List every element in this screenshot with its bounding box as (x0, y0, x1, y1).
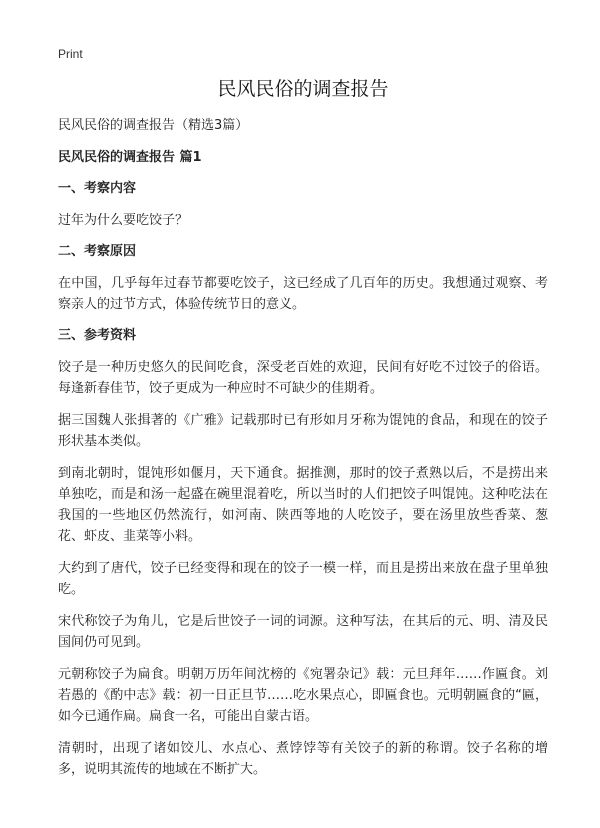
page-title: 民风民俗的调查报告 (217, 78, 389, 100)
paragraph: 清朝时，出现了诸如饺儿、水点心、煮饽饽等有关饺子的新的称谓。饺子名称的增多，说明其流传的地域在不断扩大。 (58, 741, 548, 777)
paragraph: 宋代称饺子为角儿，它是后世饺子一词的词源。这种写法，在其后的元、明、清及民国间仍可见到。 (58, 614, 548, 650)
section-heading-content: 一、考察内容 (58, 181, 137, 196)
paragraph: 大约到了唐代，饺子已经变得和现在的饺子一模一样，而且是捞出来放在盘子里单独吃。 (58, 561, 548, 597)
document-subtitle: 民风民俗的调查报告（精选3篇） (58, 118, 249, 133)
section-heading-reason: 二、考察原因 (58, 244, 137, 259)
paragraph: 过年为什么要吃饺子？ (58, 213, 189, 228)
article-title: 民风民俗的调查报告 篇1 (58, 150, 202, 165)
paragraph: 据三国魏人张揖著的《广雅》记载那时已有形如月牙称为馄饨的食品，和现在的饺子形状基本类似。 (58, 413, 548, 449)
paragraph: 元朝称饺子为扁食。明朝万历年间沈榜的《宛署杂记》载：元旦拜年……作匾食。刘若愚的《酌中志》载：初一日正旦节……吃水果点心，即匾食也。元明朝匾食的“匾，如今已通作扁。扁食一名，可能出自蒙古语。 (58, 667, 548, 724)
print-label: Print (58, 47, 83, 61)
section-heading-references: 三、参考资料 (58, 328, 137, 343)
paragraph: 饺子是一种历史悠久的民间吃食，深受老百姓的欢迎，民间有好吃不过饺子的俗语。每逢新春佳节，饺子更成为一种应时不可缺少的佳期肴。 (58, 360, 548, 396)
paragraph: 在中国，几乎每年过春节都要吃饺子，这已经成了几百年的历史。我想通过观察、考察亲人的过节方式，体验传统节日的意义。 (58, 276, 548, 312)
paragraph: 到南北朝时，馄饨形如偃月，天下通食。据推测，那时的饺子煮熟以后，不是捞出来单独吃，而是和汤一起盛在碗里混着吃，所以当时的人们把饺子叫馄饨。这种吃法在我国的一些地区仍然流行，如河南、陕西等地的人吃饺子，要在汤里放些香菜、葱花、虾皮、韭菜等小料。 (58, 466, 548, 544)
